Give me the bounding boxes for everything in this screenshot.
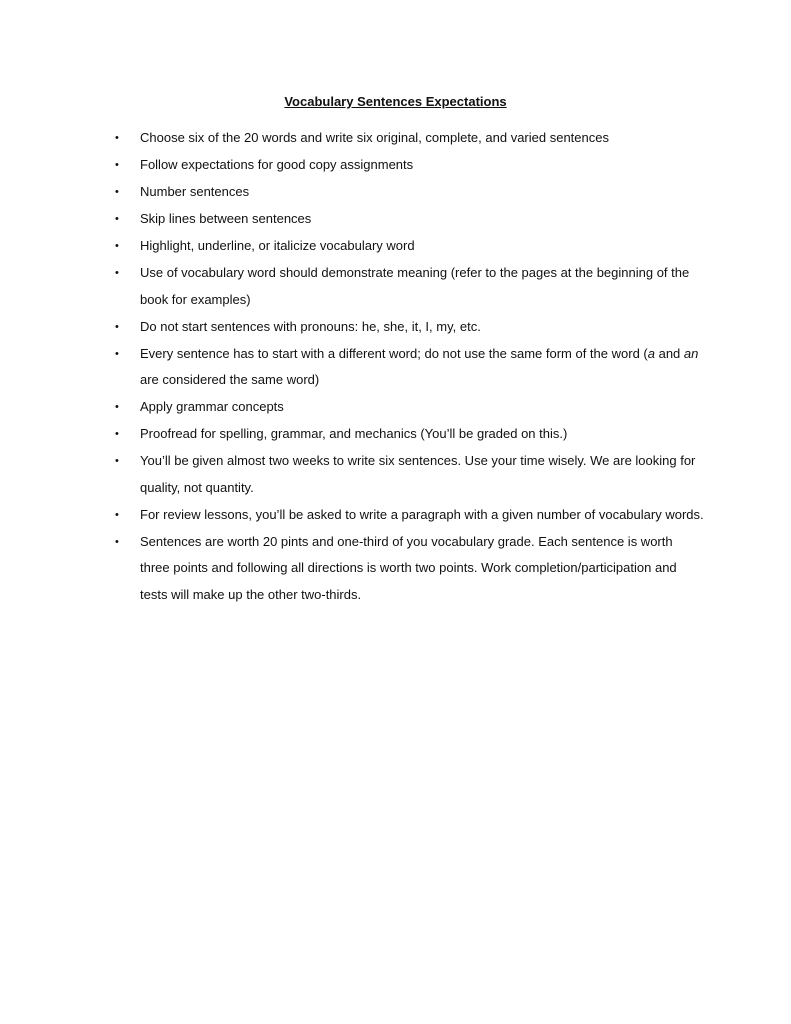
- list-item: [115, 314, 705, 341]
- bullet-icon: •: [115, 508, 119, 521]
- bullet-icon: •: [115, 186, 119, 198]
- list-item: [115, 233, 705, 260]
- bullet-icon: •: [115, 240, 119, 252]
- list-item-text-part: are considered the same word): [140, 372, 320, 387]
- list-item: [115, 421, 705, 448]
- list-item-text: Follow expectations for good copy assignments: [140, 157, 414, 172]
- list-item-text-part: and: [654, 345, 684, 361]
- bullet-icon: •: [115, 159, 119, 171]
- italic-vocabulary-example: a: [647, 345, 655, 361]
- expectations-list: [115, 125, 705, 609]
- bullet-icon: •: [115, 132, 119, 144]
- list-item-text: Do not start sentences with pronouns: he, she, it, I, my, etc.: [140, 318, 481, 334]
- bullet-icon: •: [115, 267, 119, 279]
- list-item-text: Apply grammar concepts: [140, 399, 284, 414]
- list-item: [115, 394, 705, 421]
- list-item: [115, 529, 705, 609]
- list-item-text: You’ll be given almost two weeks to write six sentences. Use your time wisely. We are looking for quality, not quantity.: [140, 453, 696, 495]
- list-item: [115, 448, 705, 501]
- list-item-text: Number sentences: [140, 184, 250, 199]
- bullet-icon: •: [115, 428, 119, 440]
- list-item-text: [140, 346, 698, 388]
- list-item: [115, 260, 705, 313]
- document-title: Vocabulary Sentences Expectations: [284, 94, 507, 109]
- list-item-text: For review lessons, you’ll be asked to write a paragraph with a given number of vocabulary words.: [140, 506, 704, 522]
- list-item-text: Sentences are worth 20 pints and one-third of you vocabulary grade. Each sentence is worth three points and following all directions is worth two points. Work completion/participation and tests will make up the other two-thirds.: [140, 533, 677, 602]
- list-item: [115, 125, 705, 152]
- list-item: [115, 179, 705, 206]
- bullet-icon: •: [115, 535, 119, 548]
- list-item-text: Choose six of the 20 words and write six original, complete, and varied sentences: [140, 130, 609, 145]
- bullet-icon: •: [115, 455, 119, 467]
- list-item: [115, 502, 705, 529]
- list-item-text-part: Every sentence has to start with a different word; do not use the same form of the word (: [140, 345, 648, 361]
- bullet-icon: •: [115, 401, 119, 413]
- list-item-text: Proofread for spelling, grammar, and mechanics (You’ll be graded on this.): [140, 426, 568, 441]
- list-item: [115, 206, 705, 233]
- bullet-icon: •: [115, 347, 119, 360]
- italic-vocabulary-example: an: [683, 345, 699, 361]
- list-item-text: Skip lines between sentences: [140, 211, 312, 226]
- bullet-icon: •: [115, 213, 119, 225]
- list-item: [115, 341, 705, 394]
- list-item-text: Highlight, underline, or italicize vocabulary word: [140, 238, 415, 253]
- list-item: [115, 152, 705, 179]
- list-item-text: Use of vocabulary word should demonstrate meaning (refer to the pages at the beginning of the book for examples): [140, 265, 690, 307]
- bullet-icon: •: [115, 320, 119, 333]
